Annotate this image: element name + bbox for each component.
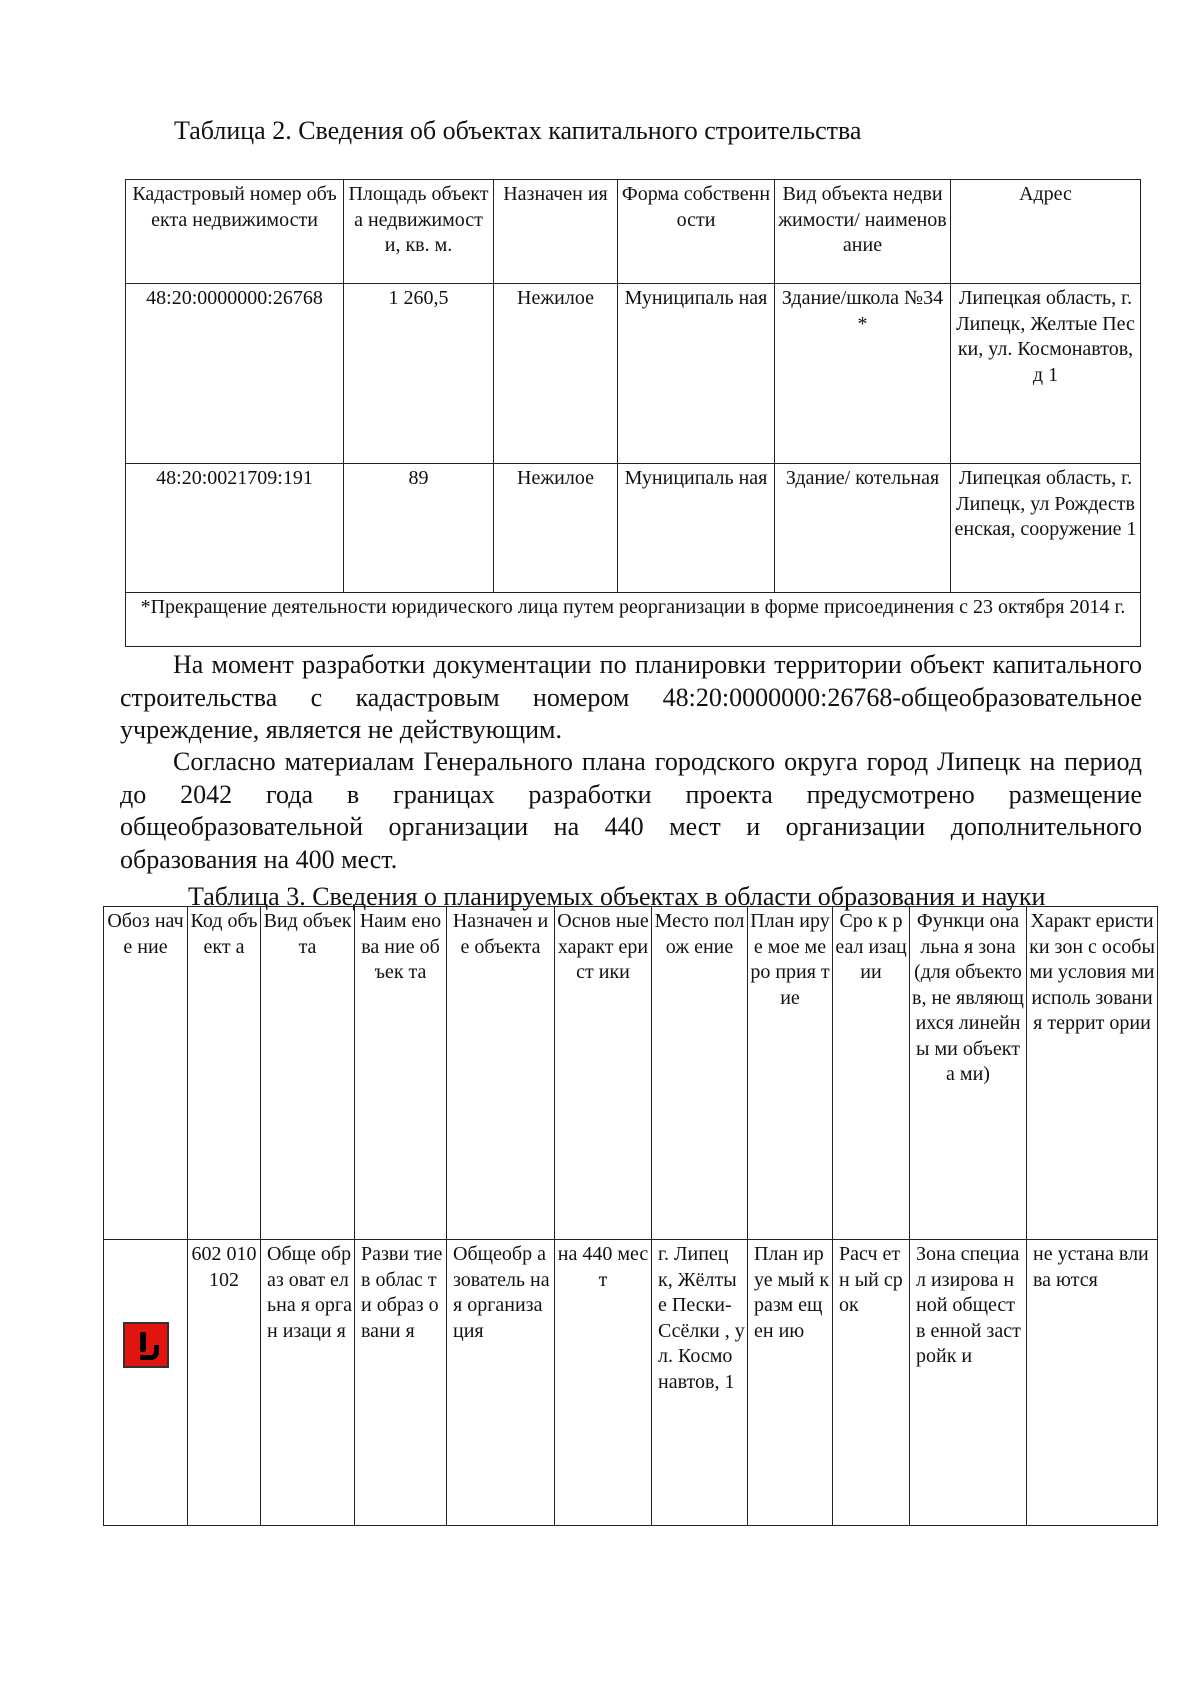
table3-header-kind: Вид объек та bbox=[261, 907, 355, 1240]
table2-header-area: Площадь объекта недвижимост и, кв. м. bbox=[344, 180, 494, 284]
table2-cell: Здание/школа №34* bbox=[775, 284, 951, 464]
table2 bbox=[125, 179, 1141, 647]
table3-cell: Расч етн ый срок bbox=[833, 1240, 910, 1526]
table2-header-ownership: Форма собственности bbox=[618, 180, 775, 284]
table3-cell: на 440 мест bbox=[555, 1240, 652, 1526]
table2-cell: Нежилое bbox=[494, 464, 618, 593]
table2-cell: Нежилое bbox=[494, 284, 618, 464]
school-symbol-icon bbox=[123, 1322, 169, 1368]
table3-cell: 602 010 102 bbox=[188, 1240, 261, 1526]
table2-header-row bbox=[126, 180, 1141, 284]
table2-cell: 48:20:0021709:191 bbox=[126, 464, 344, 593]
table3-cell: План ируе мый к разм ещен ию bbox=[748, 1240, 833, 1526]
table2-footnote: *Прекращение деятельности юридического лица путем реорганизации в форме присоединения с 23 октября 2014 г. bbox=[126, 593, 1141, 647]
table-row bbox=[126, 284, 1141, 464]
table2-cell: Липецкая область, г. Липецк, Желтые Пески, ул. Космонавтов, д 1 bbox=[951, 284, 1141, 464]
table2-footnote-row bbox=[126, 593, 1141, 647]
table3 bbox=[103, 906, 1158, 1526]
table3-cell: Общеобр азователь ная организа ция bbox=[447, 1240, 555, 1526]
table3-header-purpose: Назначен ие объекта bbox=[447, 907, 555, 1240]
table3-header-location: Место полож ение bbox=[652, 907, 748, 1240]
table2-cell: 48:20:0000000:26768 bbox=[126, 284, 344, 464]
table3-header-special-zone: Характ еристи ки зон с особы ми условия ми исполь зовани я террит ории bbox=[1027, 907, 1158, 1240]
table3-header-symbol: Обоз наче ние bbox=[104, 907, 188, 1240]
table-row bbox=[126, 464, 1141, 593]
table2-header-purpose: Назначен ия bbox=[494, 180, 618, 284]
table3-cell: Зона специал изирова нной обществ енной застройк и bbox=[910, 1240, 1027, 1526]
paragraph-1: На момент разработки документации по планировки территории объект капитального строительства с кадастровым номером 48:20:0000000:26768-общеобразовательное учреждение, является не действующим. bbox=[120, 650, 1142, 744]
table2-title: Таблица 2. Сведения об объектах капитального строительства bbox=[174, 116, 862, 145]
table2-cell: 89 bbox=[344, 464, 494, 593]
table3-cell: не устана влива ются bbox=[1027, 1240, 1158, 1526]
table3-header-code: Код объ ект а bbox=[188, 907, 261, 1240]
table2-cell: Муниципаль ная bbox=[618, 464, 775, 593]
table2-header-address: Адрес bbox=[951, 180, 1141, 284]
table3-cell-symbol bbox=[104, 1240, 188, 1526]
table3-header-measure: План ируе мое меро прия тие bbox=[748, 907, 833, 1240]
table2-header-type: Вид объекта недвижимости/ наименование bbox=[775, 180, 951, 284]
table2-cell: Муниципаль ная bbox=[618, 284, 775, 464]
table3-cell: Обще образ оват ельна я орган изаци я bbox=[261, 1240, 355, 1526]
table2-cell: Здание/ котельная bbox=[775, 464, 951, 593]
table-row bbox=[104, 1240, 1158, 1526]
table3-header-name: Наим енова ние объек та bbox=[355, 907, 447, 1240]
table3-header-characteristics: Основ ные характ ерист ики bbox=[555, 907, 652, 1240]
table2-cell: Липецкая область, г. Липецк, ул Рождественская, сооружение 1 bbox=[951, 464, 1141, 593]
table3-header-term: Сро к реал изац ии bbox=[833, 907, 910, 1240]
table3-title: Таблица 3. Сведения о планируемых объектах в области образования и науки bbox=[188, 882, 1046, 911]
table2-header-cadastral: Кадастровый номер объекта недвижимости bbox=[126, 180, 344, 284]
table3-header-zone: Функци ональна я зона (для объекто в, не являющ ихся линейны ми объекта ми) bbox=[910, 907, 1027, 1240]
table3-cell: Разви тие в облас ти образ овани я bbox=[355, 1240, 447, 1526]
table3-cell: г. Липец к, Жёлты е Пески- Ссёлки , ул. Космо навтов, 1 bbox=[652, 1240, 748, 1526]
paragraph-2: Согласно материалам Генерального плана городского округа город Липецк на период до 2042 года в границах разработки проекта предусмотрено размещение общеобразовательной организации на 440 мест и организации дополнительного образования на 400 мест. bbox=[120, 747, 1142, 874]
table2-cell: 1 260,5 bbox=[344, 284, 494, 464]
table3-header-row bbox=[104, 907, 1158, 1240]
